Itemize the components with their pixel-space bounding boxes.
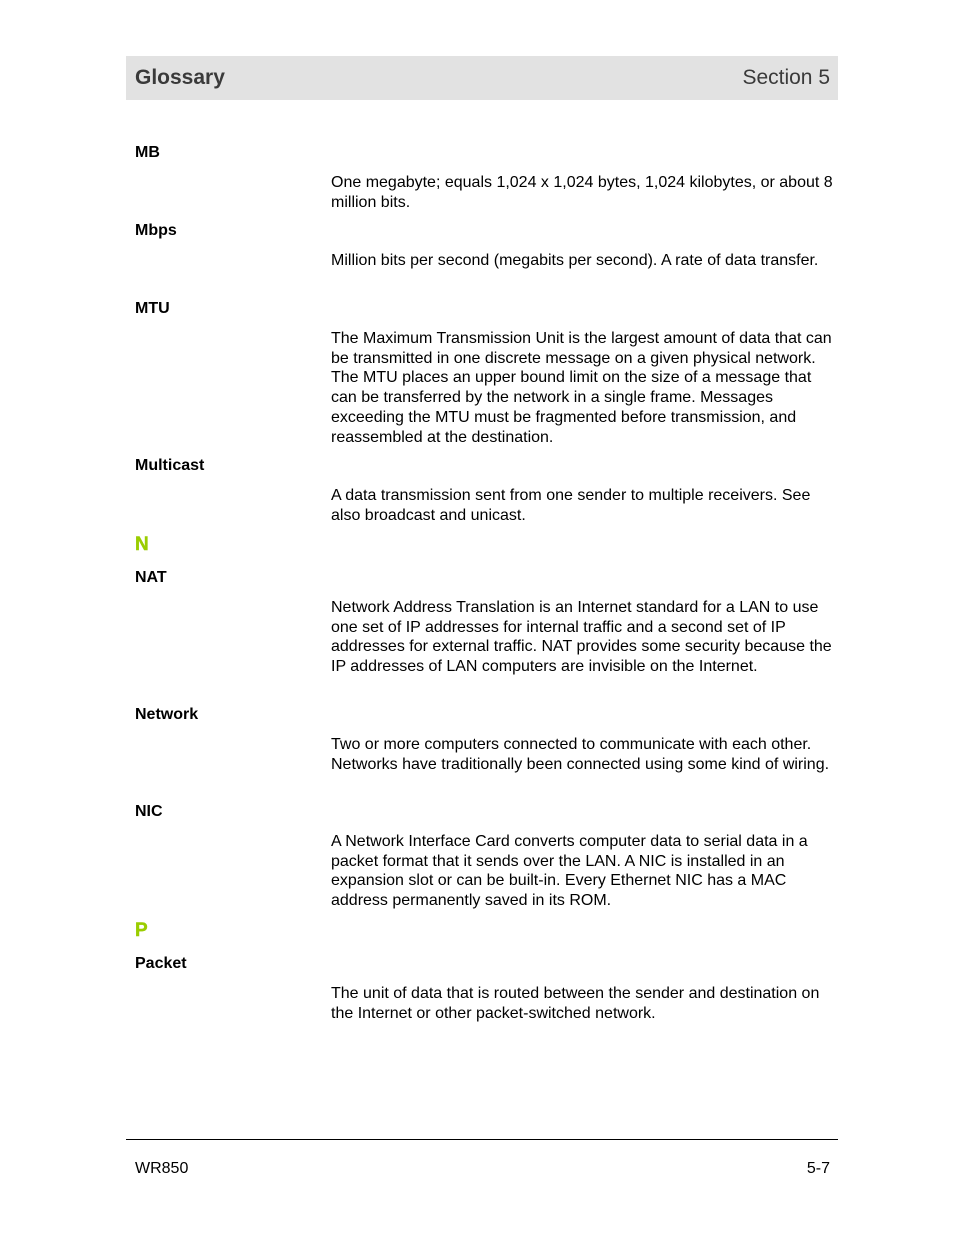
glossary-definition: Two or more computers connected to communicate with each other. Networks have traditionally been connected using some kind of wiring. xyxy=(331,736,830,773)
footer-divider xyxy=(126,1139,838,1140)
glossary-term: Network xyxy=(135,706,199,723)
page-header xyxy=(126,56,838,100)
header-title: Glossary xyxy=(135,66,225,89)
glossary-term: MTU xyxy=(135,300,170,317)
glossary-definition: One megabyte; equals 1,024 x 1,024 bytes, 1,024 kilobytes, or about 8 million bits. xyxy=(331,174,833,211)
header-section: Section 5 xyxy=(742,66,830,89)
glossary-definition: A data transmission sent from one sender to multiple receivers. See also broadcast and unicast. xyxy=(331,487,811,524)
glossary-definition: The unit of data that is routed between the sender and destination on the Internet or other packet-switched network. xyxy=(331,985,820,1022)
glossary-term: Packet xyxy=(135,955,187,972)
glossary-term: Mbps xyxy=(135,222,177,239)
section-letter-n: N xyxy=(135,534,149,555)
glossary-definition: A Network Interface Card converts computer data to serial data in a packet format that it sends over the LAN. A NIC is installed in an expansion slot or can be built-in. Every Ethernet NIC has a MAC address permanently saved in its ROM. xyxy=(331,833,808,910)
glossary-definition: Million bits per second (megabits per second). A rate of data transfer. xyxy=(331,252,819,269)
section-letter-p: P xyxy=(135,920,148,941)
glossary-definition: The Maximum Transmission Unit is the largest amount of data that can be transmitted in one discrete message on a given physical network. The MTU places an upper bound limit on the size of a message that can be transferred by the network in a single frame. Messages exceeding the MTU must be fragmented before transmission, and reassembled at the destination. xyxy=(331,330,832,446)
footer-model: WR850 xyxy=(135,1160,189,1177)
glossary-term: Multicast xyxy=(135,457,205,474)
glossary-term: MB xyxy=(135,144,160,161)
glossary-term: NIC xyxy=(135,803,163,820)
glossary-definition: Network Address Translation is an Internet standard for a LAN to use one set of IP addresses for internal traffic and a second set of IP addresses for external traffic. NAT provides some security because the IP addresses of LAN computers are invisible on the Internet. xyxy=(331,599,832,676)
glossary-term: NAT xyxy=(135,569,167,586)
footer-page-number: 5-7 xyxy=(806,1160,830,1177)
